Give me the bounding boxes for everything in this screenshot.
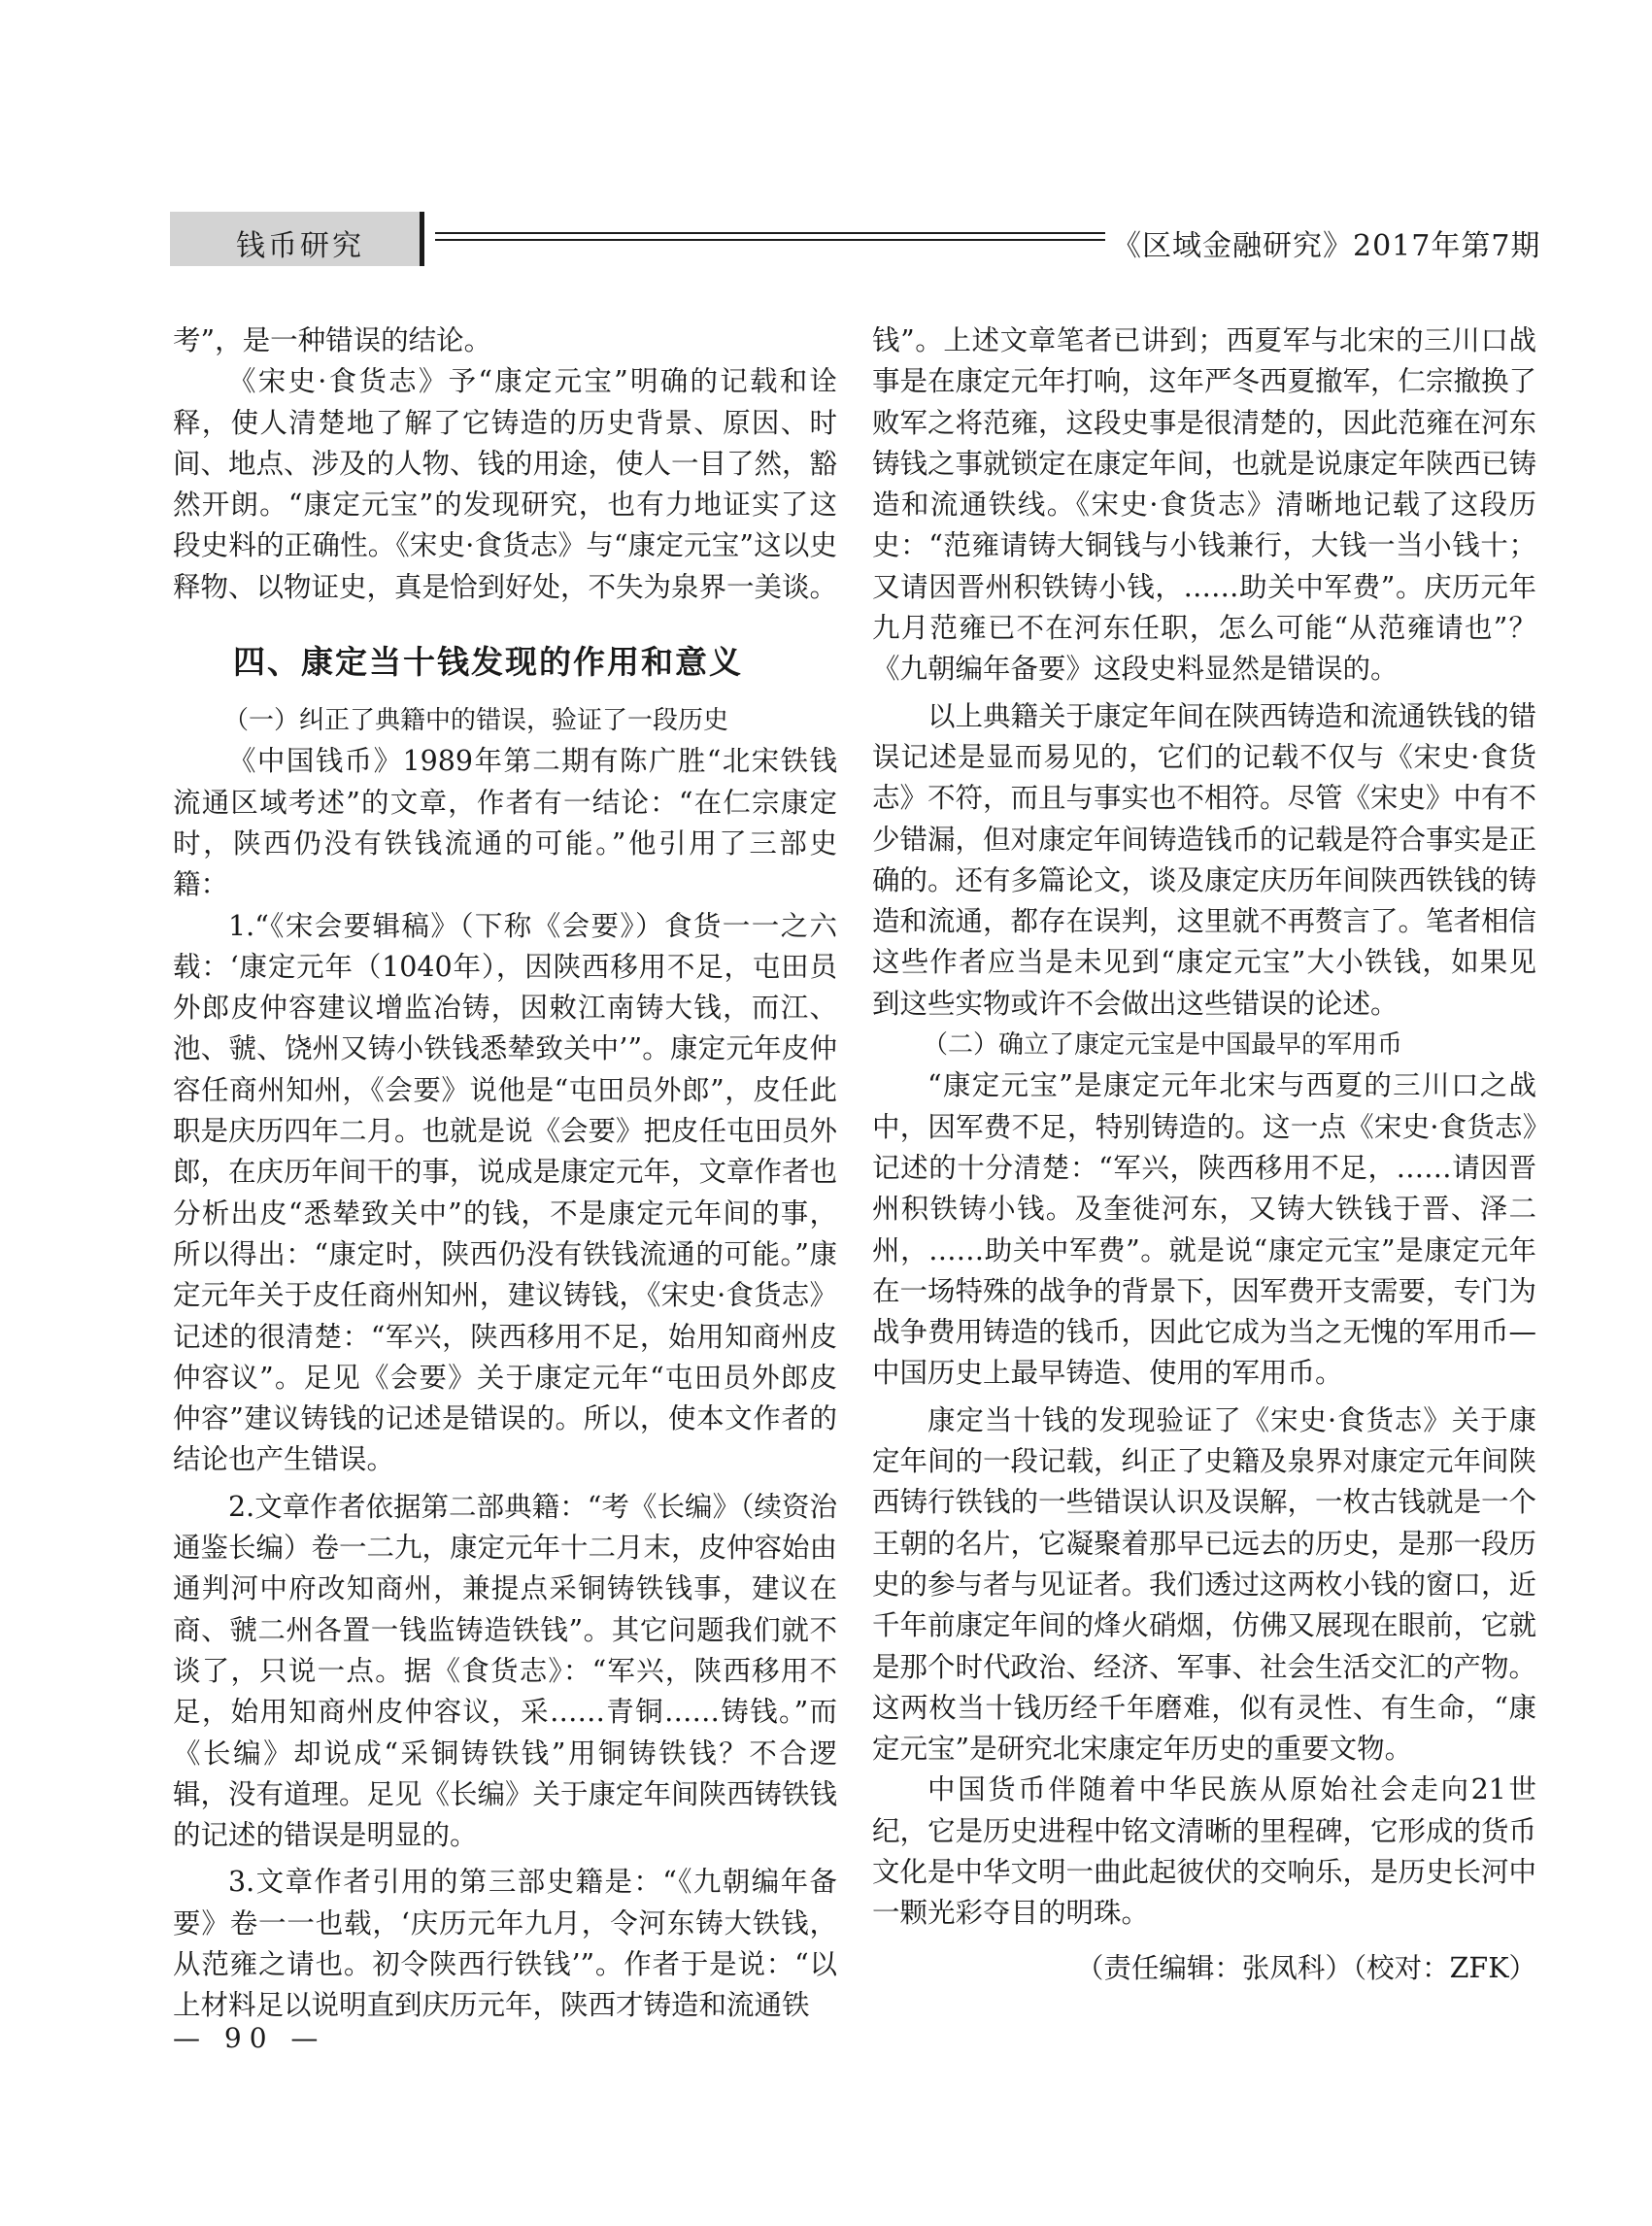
- editor-credits: （责任编辑：张凤科）（校对：ZFK）: [1075, 1951, 1536, 1984]
- left-column: [173, 320, 837, 2027]
- paragraph: 《中国钱币》1989年第二期有陈广胜“北宋铁钱流通区域考述”的文章，作者有一结论：“在仁宗康定时，陕西仍没有铁钱流通的可能。”他引用了三部史籍：: [173, 745, 837, 901]
- subheading: （二）确立了康定元宝是中国最早的军用币: [923, 1030, 1403, 1061]
- paragraph: 康定当十钱的发现验证了《宋史·食货志》关于康定年间的一段记载，纠正了史籍及泉界对康定元年间陕西铸行铁钱的一些错误认识及误解，一枚古钱就是一个王朝的名片，它凝聚着那早已远去的历史，是那一段历史的参与者与见证者。我们透过这两枚小钱的窗口，近千年前康定年间的烽火硝烟，仿佛又展现在眼前，它就是那个时代政治、经济、军事、社会生活交汇的产物。这两枚当十钱历经千年磨难，似有灵性、有生命，“康定元宝”是研究北宋康定年历史的重要文物。: [872, 1403, 1537, 1766]
- section-tab-label: 钱币研究: [236, 229, 364, 263]
- paragraph: 2.文章作者依据第二部典籍：“考《长编》（续资治通鉴长编）卷一二九，康定元年十二月末，皮仲容始由通判河中府改知商州，兼提点采铜铸铁钱事，建议在商、虢二州各置一钱监铸造铁钱”。其它问题我们就不谈了，只说一点。据《食货志》：“军兴，陕西移用不足，始用知商州皮仲容议，采……青铜……铸钱。”而《长编》却说成“采铜铸铁钱”用铜铸铁钱？不合逻辑，没有道理。足见《长编》关于康定年间陕西铸铁钱的记述的错误是明显的。: [173, 1490, 838, 1852]
- paragraph: “康定元宝”是康定元年北宋与西夏的三川口之战中，因军费不足，特别铸造的。这一点《宋史·食货志》记述的十分清楚：“军兴，陕西移用不足，……请因晋州积铁铸小钱。及奎徙河东，又铸大铁钱于晋、泽二州，……助关中军费”。就是说“康定元宝”是康定元年在一场特殊的战争的背景下，因军费开支需要，专门为战争费用铸造的钱币，因此它成为当之无愧的军用币—中国历史上最早铸造、使用的军用币。: [872, 1069, 1537, 1390]
- header-rule-top: [435, 232, 1105, 234]
- paragraph: 中国货币伴随着中华民族从原始社会走向21世纪，它是历史进程中铭文清晰的里程碑，它形成的货币文化是中华文明一曲此起彼伏的交响乐，是历史长河中一颗光彩夺目的明珠。: [872, 1773, 1537, 1930]
- journal-issue: 《区域金融研究》2017年第7期: [1112, 229, 1541, 263]
- page-number: — 90 —: [173, 2022, 326, 2054]
- paragraph: 3.文章作者引用的第三部史籍是：“《九朝编年备要》卷一一也载，‘庆历元年九月，令河东铸大铁钱，从范雍之请也。初令陕西行铁钱’”。作者于是说：“以上材料足以说明直到庆历元年，陕西才铸造和流通铁: [173, 1866, 837, 2022]
- paragraph: 以上典籍关于康定年间在陕西铸造和流通铁钱的错误记述是显而易见的，它们的记载不仅与《宋史·食货志》不符，而且与事实也不相符。尽管《宋史》中有不少错漏，但对康定年间铸造钱币的记载是符合事实是正确的。还有多篇论文，谈及康定庆历年间陕西铁钱的铸造和流通，都存在误判，这里就不再赘言了。笔者相信这些作者应当是未见到“康定元宝”大小铁钱，如果见到这些实物或许不会做出这些错误的论述。: [872, 699, 1537, 1020]
- header-rule-bottom: [435, 239, 1105, 241]
- section-tab: [170, 212, 424, 266]
- paragraph: 考”，是一种错误的结论。: [173, 324, 492, 356]
- paragraph: 1.“《宋会要辑稿》（下称《会要》）食货一一之六载：‘康定元年（1040年），因陕西移用不足，屯田员外郎皮仲容建议增监冶铸，因敕江南铸大钱，而江、池、虢、饶州又铸小铁钱悉辇致关中’”。康定元年皮仲容任商州知州，《会要》说他是“屯田员外郎”，皮任此职是庆历四年二月。也就是说《会要》把皮任屯田员外郎，在庆历年间干的事，说成是康定元年，文章作者也分析出皮“悉辇致关中”的钱，不是康定元年间的事，所以得出：“康定时，陕西仍没有铁钱流通的可能。”康定元年关于皮任商州知州，建议铸钱，《宋史·食货志》记述的很清楚：“军兴，陕西移用不足，始用知商州皮仲容议”。足见《会要》关于康定元年“屯田员外郎皮仲容”建议铸钱的记述是错误的。所以，使本文作者的结论也产生错误。: [173, 909, 838, 1476]
- right-column: [872, 320, 1536, 1989]
- section-heading: 四、康定当十钱发现的作用和意义: [233, 643, 743, 682]
- paragraph: 《宋史·食货志》予“康定元宝”明确的记载和诠释，使人清楚地了解了它铸造的历史背景、原因、时间、地点、涉及的人物、钱的用途，使人一目了然，豁然开朗。“康定元宝”的发现研究，也有力地证实了这段史料的正确性。《宋史·食货志》与“康定元宝”这以史释物、以物证史，真是恰到好处，不失为泉界一美谈。: [173, 365, 838, 603]
- subheading: （一）纠正了典籍中的错误，验证了一段历史: [223, 706, 729, 736]
- paragraph: 钱”。上述文章笔者已讲到；西夏军与北宋的三川口战事是在康定元年打响，这年严冬西夏撤军，仁宗撤换了败军之将范雍，这段史事是很清楚的，因此范雍在河东铸钱之事就锁定在康定年间，也就是说康定年陕西已铸造和流通铁线。《宋史·食货志》清晰地记载了这段历史：“范雍请铸大铜钱与小钱兼行，大钱一当小钱十；又请因晋州积铁铸小钱，……助关中军费”。庆历元年九月范雍已不在河东任职，怎么可能“从范雍请也”？《九朝编年备要》这段史料显然是错误的。: [872, 324, 1537, 686]
